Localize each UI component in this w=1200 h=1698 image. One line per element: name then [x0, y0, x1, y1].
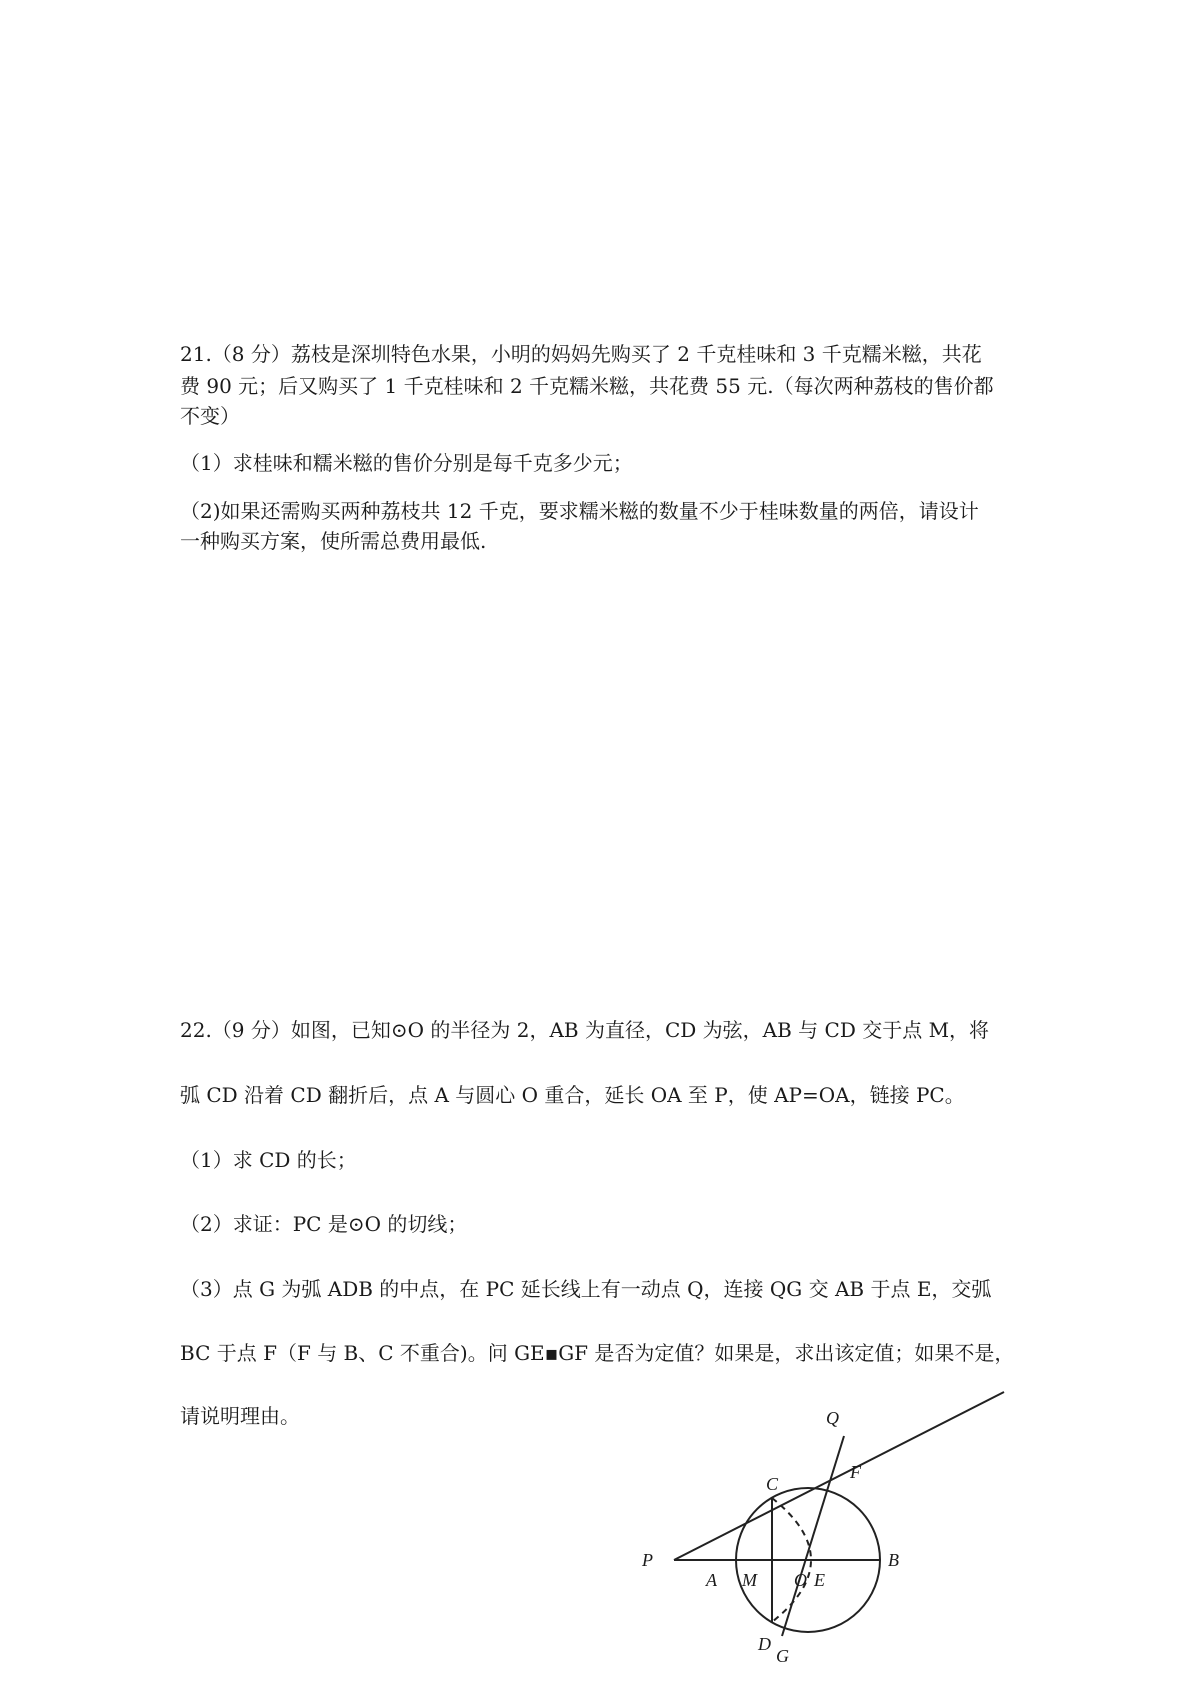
q21-line-2: 费 90 元；后又购买了 1 千克桂味和 2 千克糯米糍，共花费 55 元.（每次两种荔枝的售价都 — [180, 374, 994, 398]
label-q: Q — [826, 1408, 839, 1428]
label-p: P — [642, 1550, 653, 1570]
q21-part-1: （1）求桂味和糯米糍的售价分别是每千克多少元； — [180, 451, 633, 475]
q21-part-2-line-1: （2)如果还需购买两种荔枝共 12 千克，要求糯米糍的数量不少于桂味数量的两倍，请设计 — [180, 499, 979, 523]
q21-line-3: 不变） — [180, 404, 240, 428]
q21-line-1: 21.（8 分）荔枝是深圳特色水果，小明的妈妈先购买了 2 千克桂味和 3 千克糯米糍，共花 — [180, 342, 982, 366]
label-d: D — [758, 1634, 771, 1654]
label-e: E — [814, 1570, 825, 1590]
label-g: G — [776, 1646, 789, 1666]
q22-part-3-line-3: 请说明理由。 — [180, 1404, 300, 1428]
q22-part-3-line-1: （3）点 G 为弧 ADB 的中点，在 PC 延长线上有一动点 Q，连接 QG 交 AB 于点 E，交弧 — [180, 1277, 992, 1301]
q22-part-2: （2）求证：PC 是⊙O 的切线； — [180, 1212, 468, 1236]
q22-line-2: 弧 CD 沿着 CD 翻折后，点 A 与圆心 O 重合，延长 OA 至 P，使 AP=OA，链接 PC。 — [180, 1083, 965, 1107]
tangent-line-pq — [674, 1392, 1004, 1560]
q22-part-1: （1）求 CD 的长； — [180, 1148, 357, 1172]
q22-part-3-line-2: BC 于点 F（F 与 B、C 不重合)。问 GE▪GF 是否为定值？如果是，求出该定值；如果不是， — [180, 1341, 1015, 1365]
label-m: M — [742, 1570, 757, 1590]
line-qg — [782, 1436, 844, 1636]
label-c: C — [766, 1474, 779, 1494]
q22-line-1: 22.（9 分）如图，已知⊙O 的半径为 2，AB 为直径，CD 为弦，AB 与 CD 交于点 M，将 — [180, 1018, 990, 1042]
q21-part-2-line-2: 一种购买方案，使所需总费用最低. — [180, 529, 487, 553]
label-a: A — [706, 1570, 717, 1590]
geometry-figure — [642, 1390, 1020, 1690]
label-o: O — [794, 1570, 807, 1590]
geometry-figure-svg — [642, 1390, 1020, 1690]
label-b: B — [888, 1550, 899, 1570]
label-f: F — [850, 1462, 861, 1482]
